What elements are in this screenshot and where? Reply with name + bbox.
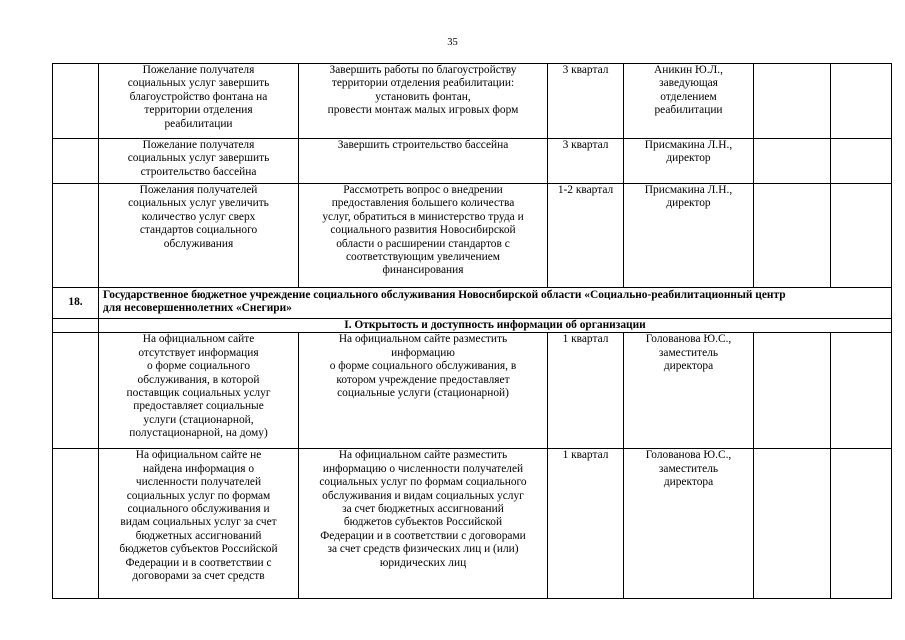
deadline-cell: [548, 184, 624, 288]
cell-line: услуги (стационарной,: [143, 413, 254, 426]
cell-line: Аникин Ю.Л.,: [654, 64, 723, 76]
cell-line: реабилитации: [654, 104, 723, 117]
measure-cell: [299, 184, 548, 288]
section-title: I. Открытость и доступность информации об организации: [99, 319, 892, 333]
empty-cell: [831, 449, 892, 599]
responsible-cell: [624, 184, 754, 288]
deadline-cell: [548, 333, 624, 449]
table-row: [53, 184, 892, 288]
cell-line: за счет бюджетных ассигнований: [342, 503, 504, 516]
cell-line: территории отделения реабилитации:: [331, 77, 515, 90]
empty-cell: [754, 449, 831, 599]
cell-line: Федерации и в соответствии с: [125, 556, 272, 569]
cell-line: о форме социального обслуживания, в: [329, 360, 517, 373]
cell-line: Завершить строительство бассейна: [337, 139, 509, 151]
cell-line: директор: [666, 152, 711, 165]
measure-cell: [299, 64, 548, 139]
cell-line: юридических лиц: [379, 556, 467, 569]
cell-line: области о расширении стандартов с: [336, 237, 510, 250]
section-row: [53, 319, 892, 333]
cell-line: услуг, обратиться в министерство труда и: [322, 210, 524, 223]
cell-line: обслуживания и видам социальных услуг: [322, 489, 524, 502]
cell-line: строительство бассейна: [140, 165, 257, 178]
cell-line: социального обслуживания и: [127, 503, 270, 516]
cell-line: финансирования: [382, 264, 464, 277]
organization-row: [53, 288, 892, 319]
cell-line: Присмакина Л.Н.,: [644, 139, 733, 151]
cell-line: На официальном сайте не: [135, 449, 262, 462]
empty-cell: [754, 184, 831, 288]
cell-line: директора: [663, 360, 714, 373]
cell-line: видам социальных услуг за счет: [120, 516, 277, 529]
cell-line: бюджетов субъектов Российской: [119, 543, 278, 556]
cell-line: Присмакина Л.Н.,: [644, 184, 733, 196]
cell-line: стандартов социального: [139, 224, 258, 237]
cell-line: за счет средств физических лиц и (или): [327, 543, 519, 556]
deadline-cell: [548, 449, 624, 599]
responsible-cell: [624, 139, 754, 184]
cell-line: численности получателей: [135, 476, 262, 489]
cell-line: информацию: [391, 346, 455, 359]
cell-line: социальных услуг завершить: [127, 152, 270, 165]
cell-line: отсутствует информация: [138, 346, 259, 359]
number-cell: [53, 449, 99, 599]
empty-cell: [831, 184, 892, 288]
empty-cell: [831, 333, 892, 449]
organization-name-line: Государственное бюджетное учреждение социального обслуживания Новосибирской области «Социально-реабилитационный центр: [103, 289, 786, 301]
cell-line: установить фонтан,: [375, 90, 471, 103]
cell-line: бюджетных ассигнований: [135, 529, 262, 542]
cell-line: Пожелание получателя: [142, 64, 255, 76]
cell-line: социальные услуги (стационарной): [337, 387, 509, 400]
cell-line: бюджетов субъектов Российской: [343, 516, 503, 529]
cell-line: 1-2 квартал: [557, 184, 614, 196]
cell-line: На официальном сайте разместить: [338, 449, 508, 462]
cell-line: социальных услуг по формам: [126, 489, 271, 502]
organization-name: [99, 288, 892, 319]
deadline-cell: [548, 139, 624, 184]
cell-line: количество услуг сверх: [141, 210, 256, 223]
cell-line: благоустройство фонтана на: [129, 90, 268, 103]
cell-line: социальных услуг по формам социального: [319, 476, 527, 489]
cell-line: обслуживания: [163, 237, 234, 250]
cell-line: Завершить работы по благоустройству: [329, 64, 517, 76]
cell-line: Федерации и в соответствии с договорами: [320, 529, 526, 542]
organization-name-line: для несовершеннолетних «Снегири»: [103, 302, 292, 315]
cell-line: директор: [666, 197, 711, 210]
page-number: 35: [447, 37, 458, 48]
cell-line: обслуживания, в которой: [137, 373, 260, 386]
table-row: [53, 333, 892, 449]
row-number: 18.: [53, 288, 99, 319]
cell-line: социальных услуг завершить: [127, 77, 270, 90]
number-cell: [53, 139, 99, 184]
cell-line: предоставления большего количества: [331, 197, 515, 210]
cell-line: отделением: [660, 90, 717, 103]
cell-line: реабилитации: [164, 117, 233, 130]
cell-line: 1 квартал: [562, 449, 609, 462]
measure-cell: [299, 333, 548, 449]
deadline-cell: [548, 64, 624, 139]
empty-cell: [754, 64, 831, 139]
cell-line: 1 квартал: [562, 333, 609, 346]
cell-line: провести монтаж малых игровых форм: [327, 104, 519, 117]
cell-line: заведующая: [659, 77, 718, 90]
empty-cell: [831, 139, 892, 184]
cell-line: котором учреждение предоставляет: [336, 373, 510, 386]
number-cell: [53, 184, 99, 288]
empty-cell: [754, 333, 831, 449]
table-row: [53, 139, 892, 184]
cell-line: предоставляет социальные: [133, 400, 264, 413]
measure-cell: [299, 449, 548, 599]
cell-line: о форме социального: [146, 360, 251, 373]
cell-line: На официальном сайте: [142, 333, 255, 346]
cell-line: директора: [663, 476, 714, 489]
responsible-cell: [624, 64, 754, 139]
responsible-cell: [624, 333, 754, 449]
cell-line: Голованова Ю.С.,: [645, 333, 732, 346]
empty-cell: [831, 64, 892, 139]
plan-table: [52, 63, 892, 599]
issue-cell: [99, 333, 299, 449]
number-cell: [53, 333, 99, 449]
cell-line: 3 квартал: [562, 139, 609, 151]
table-row: [53, 449, 892, 599]
measure-cell: [299, 139, 548, 184]
cell-line: информацию о численности получателей: [322, 462, 524, 475]
cell-line: Пожелание получателя: [142, 139, 255, 151]
number-cell: [53, 319, 99, 333]
cell-line: Голованова Ю.С.,: [645, 449, 732, 462]
cell-line: заместитель: [658, 346, 719, 359]
cell-line: 3 квартал: [562, 64, 609, 76]
table-row: [53, 64, 892, 139]
cell-line: найдена информация о: [142, 462, 255, 475]
cell-line: Рассмотреть вопрос о внедрении: [343, 184, 503, 196]
responsible-cell: [624, 449, 754, 599]
cell-line: заместитель: [658, 462, 719, 475]
issue-cell: [99, 139, 299, 184]
issue-cell: [99, 184, 299, 288]
cell-line: Пожелания получателей: [139, 184, 258, 196]
cell-line: социальных услуг увеличить: [128, 197, 269, 210]
cell-line: полустационарной, на дому): [129, 427, 268, 440]
cell-line: соответствующим увеличением: [346, 251, 500, 264]
issue-cell: [99, 449, 299, 599]
issue-cell: [99, 64, 299, 139]
empty-cell: [754, 139, 831, 184]
number-cell: [53, 64, 99, 139]
cell-line: На официальном сайте разместить: [338, 333, 508, 346]
cell-line: договорами за счет средств: [132, 570, 265, 583]
cell-line: поставщик социальных услуг: [126, 387, 271, 400]
cell-line: социального развития Новосибирской: [330, 224, 516, 237]
cell-line: территории отделения: [144, 104, 253, 117]
